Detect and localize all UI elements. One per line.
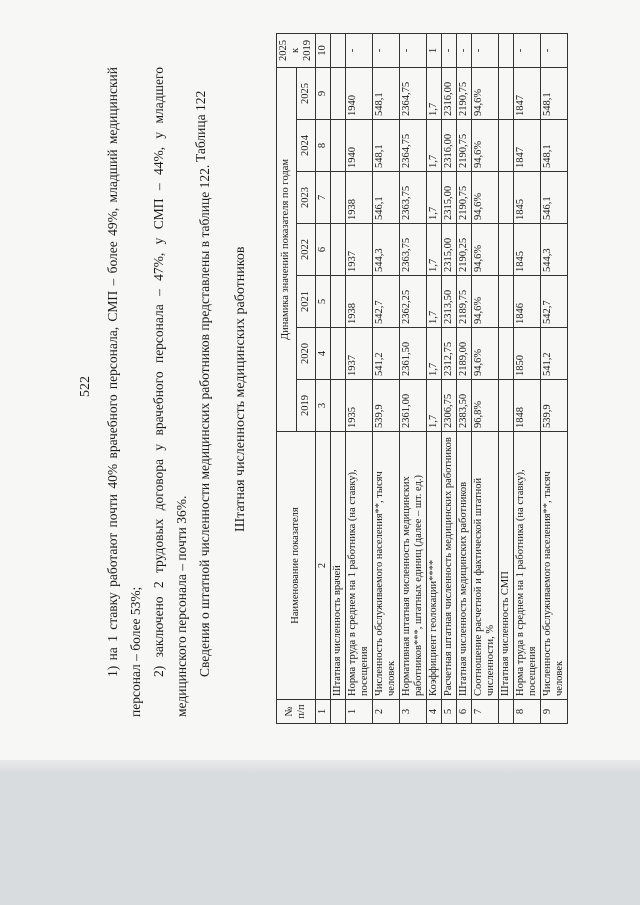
col-number: 4 [316, 328, 331, 380]
year-value: 2361,50 [400, 328, 427, 380]
change-value: - [400, 33, 427, 67]
row-number: 6 [457, 700, 472, 724]
empty-cell [499, 33, 514, 67]
year-header: 2019 [296, 380, 316, 432]
year-value: 542,7 [541, 276, 568, 328]
change-value: - [514, 33, 541, 67]
change-value: - [472, 33, 499, 67]
year-value: 1937 [346, 224, 373, 276]
indicator-name: Норма труда в среднем на 1 работника (на ставку), посещения [514, 432, 541, 700]
column-numbers-row [316, 33, 331, 723]
year-value: 1938 [346, 276, 373, 328]
empty-cell [499, 67, 514, 119]
intro-paragraph-2: 2) заключено 2 трудовых договора у врачебного персонала – 47%, у СМП – 44%, у младшего медицинского персонала – почти 36%. [151, 67, 189, 717]
header-2025-vs-2019: 2025 к 2019 [277, 33, 316, 67]
year-value: 539,9 [373, 380, 400, 432]
year-value: 1940 [346, 120, 373, 172]
year-value: 2316,00 [442, 120, 457, 172]
year-value: 2364,75 [400, 120, 427, 172]
year-value: 544,3 [541, 224, 568, 276]
year-value: 2312,75 [442, 328, 457, 380]
page-number: 522 [78, 376, 93, 397]
empty-cell [331, 120, 346, 172]
year-header: 2021 [296, 276, 316, 328]
section-row [499, 33, 514, 723]
row-number: 4 [427, 700, 442, 724]
year-value: 94,6% [472, 172, 499, 224]
year-value: 1847 [514, 67, 541, 119]
year-value: 1,7 [427, 380, 442, 432]
table-body [331, 33, 568, 723]
table-row [400, 33, 427, 723]
year-value: 2315,00 [442, 172, 457, 224]
year-value: 539,9 [541, 380, 568, 432]
empty-cell [499, 120, 514, 172]
year-value: 2316,00 [442, 67, 457, 119]
row-number: 3 [400, 700, 427, 724]
year-value: 541,2 [373, 328, 400, 380]
year-value: 94,6% [472, 120, 499, 172]
empty-cell [331, 380, 346, 432]
change-value: - [457, 33, 472, 67]
year-value: 2190,75 [457, 67, 472, 119]
year-value: 2383,50 [457, 380, 472, 432]
year-value: 2190,25 [457, 224, 472, 276]
year-value: 94,6% [472, 67, 499, 119]
intro-paragraph-3: Сведения о штатной численности медицинских работников представлены в таблице 122. [197, 164, 212, 677]
year-value: 548,1 [541, 67, 568, 119]
indicator-name: Нормативная штатная численность медицинских работников***, штатных единиц (далее – шт. ед.) [400, 432, 427, 700]
col-number: 1 [316, 700, 331, 724]
indicator-name: Коэффициент геолокации**** [427, 432, 442, 700]
year-value: 2190,75 [457, 172, 472, 224]
intro-paragraph-1: 1) на 1 ставку работают почти 40% врачебного персонала, СМП – более 49%, младший медицинский персонал – более 53%; [105, 67, 143, 717]
table-title: Штатная численность медицинских работников [233, 246, 248, 532]
empty-cell [331, 224, 346, 276]
year-header: 2020 [296, 328, 316, 380]
empty-cell [499, 172, 514, 224]
section-num-cell [331, 700, 346, 724]
section-title: Штатная численность врачей [331, 432, 346, 700]
year-value: 94,6% [472, 224, 499, 276]
empty-cell [499, 276, 514, 328]
year-header: 2022 [296, 224, 316, 276]
year-value: 1,7 [427, 276, 442, 328]
col-number: 3 [316, 380, 331, 432]
year-value: 1940 [346, 67, 373, 119]
year-value: 96,8% [472, 380, 499, 432]
change-value: - [541, 33, 568, 67]
year-value: 1935 [346, 380, 373, 432]
year-value: 1846 [514, 276, 541, 328]
change-value: - [373, 33, 400, 67]
year-value: 2313,50 [442, 276, 457, 328]
table-row [373, 33, 400, 723]
year-value: 2306,75 [442, 380, 457, 432]
year-value: 1845 [514, 224, 541, 276]
year-value: 2190,75 [457, 120, 472, 172]
empty-cell [499, 380, 514, 432]
change-value: - [442, 33, 457, 67]
header-num: № п/п [277, 700, 316, 724]
rotated-content [8, 2, 628, 762]
year-value: 548,1 [373, 67, 400, 119]
year-header: 2025 [296, 67, 316, 119]
col-number: 10 [316, 33, 331, 67]
table-row [427, 33, 442, 723]
year-value: 2189,75 [457, 276, 472, 328]
change-value: 1 [427, 33, 442, 67]
year-value: 1847 [514, 120, 541, 172]
table-row [346, 33, 373, 723]
year-value: 94,6% [472, 328, 499, 380]
staffing-table [276, 33, 568, 724]
col-number: 7 [316, 172, 331, 224]
year-header: 2024 [296, 120, 316, 172]
page-edge-shadow [0, 760, 640, 774]
row-number: 1 [346, 700, 373, 724]
col-number: 6 [316, 224, 331, 276]
year-value: 541,2 [541, 328, 568, 380]
header-row-1 [277, 33, 297, 723]
empty-cell [331, 276, 346, 328]
change-value: - [346, 33, 373, 67]
empty-cell [331, 33, 346, 67]
intro-text [101, 67, 216, 717]
indicator-name: Соотношение расчетной и фактической штатной численности, % [472, 432, 499, 700]
year-value: 2363,75 [400, 224, 427, 276]
section-num-cell [499, 700, 514, 724]
row-number: 5 [442, 700, 457, 724]
empty-cell [499, 328, 514, 380]
header-name: Наименование показателя [277, 432, 316, 700]
year-header: 2023 [296, 172, 316, 224]
table-row [442, 33, 457, 723]
row-number: 2 [373, 700, 400, 724]
year-value: 2364,75 [400, 67, 427, 119]
year-value: 2362,25 [400, 276, 427, 328]
col-number: 2 [316, 432, 331, 700]
empty-cell [331, 67, 346, 119]
col-number: 9 [316, 67, 331, 119]
table-label: Таблица 122 [193, 90, 208, 162]
year-value: 546,1 [373, 172, 400, 224]
table-row [472, 33, 499, 723]
col-number: 8 [316, 120, 331, 172]
year-value: 548,1 [541, 120, 568, 172]
year-value: 542,7 [373, 276, 400, 328]
indicator-name: Штатная численность медицинских работников [457, 432, 472, 700]
indicator-name: Численность обслуживаемого населения**, тысяч человек [541, 432, 568, 700]
row-number: 7 [472, 700, 499, 724]
year-value: 1,7 [427, 224, 442, 276]
year-value: 1938 [346, 172, 373, 224]
year-value: 94,6% [472, 276, 499, 328]
col-number: 5 [316, 276, 331, 328]
indicator-name: Расчетная штатная численность медицинских работников [442, 432, 457, 700]
year-value: 544,3 [373, 224, 400, 276]
empty-cell [499, 224, 514, 276]
section-title: Штатная численность СМП [499, 432, 514, 700]
year-value: 1937 [346, 328, 373, 380]
header-dynamics: Динамика значений показателя по годам [277, 67, 297, 431]
row-number: 8 [514, 700, 541, 724]
year-value: 546,1 [541, 172, 568, 224]
row-number: 9 [541, 700, 568, 724]
table-row [541, 33, 568, 723]
indicator-name: Норма труда в среднем на 1 работника (на ставку), посещения [346, 432, 373, 700]
section-row [331, 33, 346, 723]
indicator-name: Численность обслуживаемого населения**, тысяч человек [373, 432, 400, 700]
year-value: 1,7 [427, 172, 442, 224]
year-value: 1850 [514, 328, 541, 380]
empty-cell [331, 328, 346, 380]
year-value: 2315,00 [442, 224, 457, 276]
table-row [514, 33, 541, 723]
year-value: 2189,00 [457, 328, 472, 380]
year-value: 2363,75 [400, 172, 427, 224]
year-value: 2361,00 [400, 380, 427, 432]
year-value: 1848 [514, 380, 541, 432]
table-row [457, 33, 472, 723]
year-value: 548,1 [373, 120, 400, 172]
year-value: 1,7 [427, 67, 442, 119]
year-value: 1845 [514, 172, 541, 224]
year-value: 1,7 [427, 120, 442, 172]
empty-cell [331, 172, 346, 224]
year-value: 1,7 [427, 328, 442, 380]
